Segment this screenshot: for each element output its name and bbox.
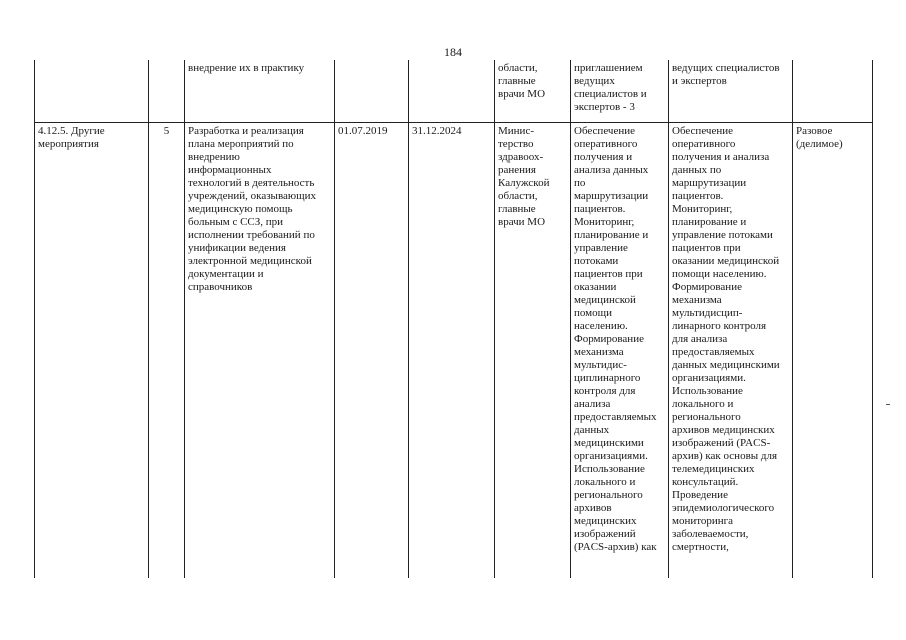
page-number: 184 xyxy=(444,45,462,59)
margin-mark xyxy=(886,404,890,405)
cell-result: приглашением ведущих специалистов и экспертов - 3 xyxy=(571,60,669,122)
cell-responsible: области, главные врачи МО xyxy=(495,60,571,122)
table-row-continued xyxy=(35,60,873,122)
cell-start-date: 01.07.2019 xyxy=(335,122,409,578)
cell-description: ведущих специалистов и экспертов xyxy=(669,60,793,122)
table-row-main xyxy=(35,122,873,578)
cell-description: Обеспечение оперативного получения и анализа данных по маршрутизации пациентов. Мониторинг, планирование и управление потоками пациентов при оказании медицинской помощи населению. Формирование механизма мультидисцип- линарного контроля для анализа предоставляемых данных медицинскими организациями. Использование локального и регионального архивов медицинских изображений (PACS- архив) как основы для телемедицинских консультаций. Проведение эпидемиологического мониторинга заболеваемости, смертности, xyxy=(669,122,793,578)
document-table xyxy=(34,60,873,578)
cell-type: Разовое (делимое) xyxy=(793,122,873,578)
cell-number: 5 xyxy=(149,122,185,578)
cell-end-date: 31.12.2024 xyxy=(409,122,495,578)
cell-end-date xyxy=(409,60,495,122)
cell-activity: Разработка и реализация плана мероприятий по внедрению информационных технологий в деятельность учреждений, оказывающих медицинскую помощь больным с ССЗ, при исполнении требований по унификации ведения электронной медицинской документации и справочников xyxy=(185,122,335,578)
cell-result: Обеспечение оперативного получения и анализа данных по маршрутизации пациентов. Мониторинг, планирование и управление потоками пациентов при оказании медицинской помощи населению. Формирование механизма мультидис- циплинарного контроля для анализа предоставляемых данных медицинскими организациями. Использование локального и регионального архивов медицинских изображений (PACS-архив) как xyxy=(571,122,669,578)
cell-number xyxy=(149,60,185,122)
cell-responsible: Минис- терство здравоох- ранения Калужской области, главные врачи МО xyxy=(495,122,571,578)
cell-type xyxy=(793,60,873,122)
cell-section xyxy=(35,60,149,122)
cell-start-date xyxy=(335,60,409,122)
cell-activity: внедрение их в практику xyxy=(185,60,335,122)
cell-section: 4.12.5. Другие мероприятия xyxy=(35,122,149,578)
